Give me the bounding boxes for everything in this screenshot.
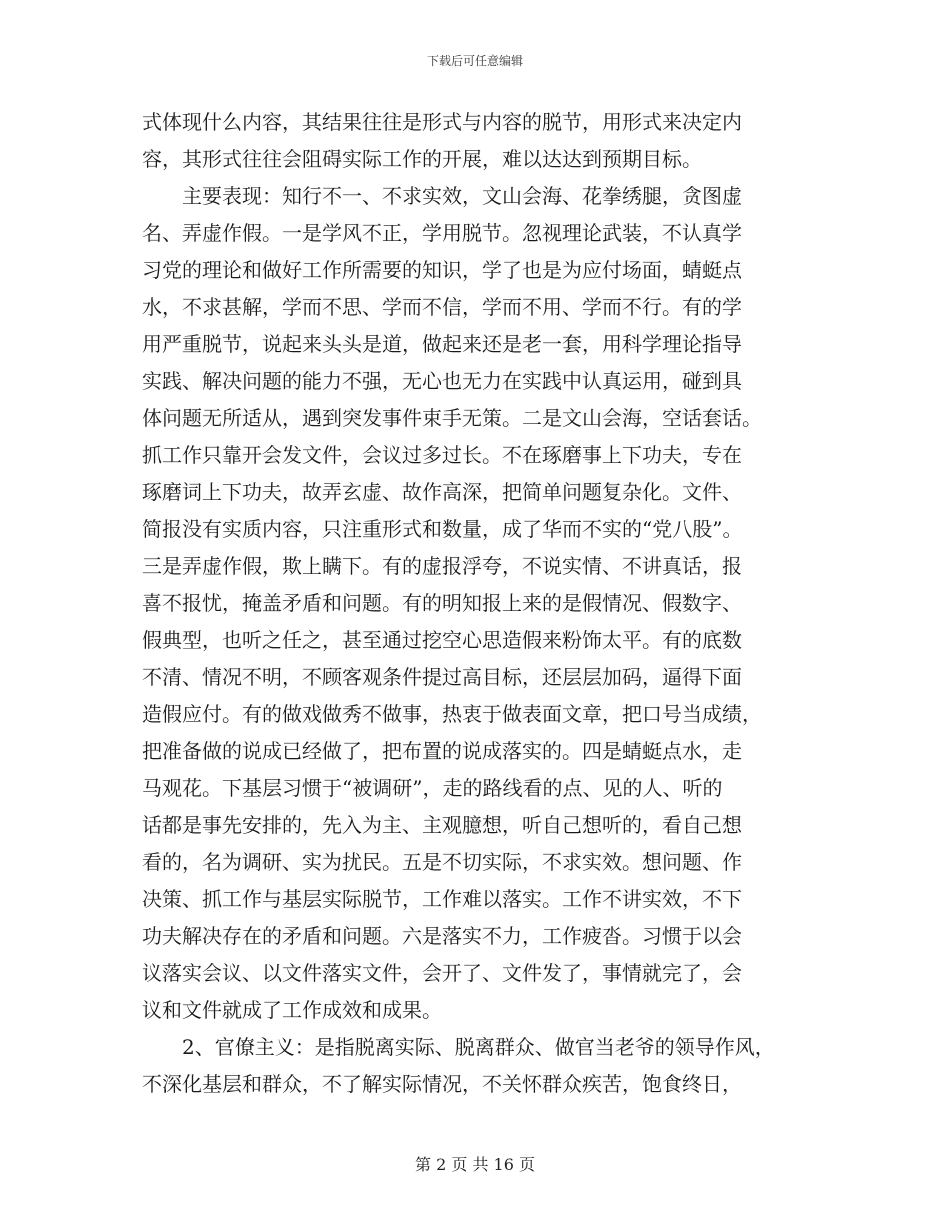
text-line: 造假应付。有的做戏做秀不做事，热衷于做表面文章，把口号当成绩， <box>142 702 762 726</box>
document-body <box>142 104 832 1103</box>
text-line: 看的，名为调研、实为扰民。五是不切实际，不求实效。想问题、作 <box>142 850 742 874</box>
text-line: 体问题无所适从，遇到突发事件束手无策。二是文山会海，空话套话。 <box>142 406 762 430</box>
page-header: 下载后可任意编辑 <box>426 54 523 68</box>
text-line: 名、弄虚作假。一是学风不正，学用脱节。忽视理论武装，不认真学 <box>142 221 742 245</box>
text-line: 假典型，也听之任之，甚至通过挖空心思造假来粉饰太平。有的底数 <box>142 628 742 652</box>
text-line: 话都是事先安排的，先入为主、主观臆想，听自己想听的，看自己想 <box>142 813 742 837</box>
text-line: 琢磨词上下功夫，故弄玄虚、故作高深，把简单问题复杂化。文件、 <box>142 480 742 504</box>
text-line: 式体现什么内容，其结果往往是形式与内容的脱节，用形式来决定内 <box>142 110 742 134</box>
text-line: 喜不报忧，掩盖矛盾和问题。有的明知报上来的是假情况、假数字、 <box>142 591 742 615</box>
text-line: 功夫解决存在的矛盾和问题。六是落实不力，工作疲沓。习惯于以会 <box>142 924 742 948</box>
text-line: 习党的理论和做好工作所需要的知识，学了也是为应付场面，蜻蜓点 <box>142 258 742 282</box>
text-line: 议和文件就成了工作成效和成果。 <box>142 998 442 1022</box>
text-line: 用严重脱节，说起来头头是道，做起来还是老一套，用科学理论指导 <box>142 332 742 356</box>
text-line: 三是弄虚作假，欺上瞒下。有的虚报浮夸，不说实情、不讲真话，报 <box>142 554 742 578</box>
text-line: 抓工作只靠开会发文件，会议过多过长。不在琢磨事上下功夫，专在 <box>142 443 742 467</box>
text-line: 实践、解决问题的能力不强，无心也无力在实践中认真运用，碰到具 <box>142 369 742 393</box>
text-line: 决策、抓工作与基层实际脱节，工作难以落实。工作不讲实效，不下 <box>142 887 742 911</box>
text-line: 水，不求甚解，学而不思、学而不信，学而不用、学而不行。有的学 <box>142 295 742 319</box>
text-line: 不深化基层和群众，不了解实际情况，不关怀群众疾苦，饱食终日， <box>142 1072 742 1096</box>
text-line: 不清、情况不明，不顾客观条件提过高目标，还层层加码，逼得下面 <box>142 665 742 689</box>
text-line: 主要表现：知行不一、不求实效，文山会海、花拳绣腿，贪图虚 <box>142 184 742 208</box>
text-line: 把准备做的说成已经做了，把布置的说成落实的。四是蜻蜓点水，走 <box>142 739 742 763</box>
text-line: 容，其形式往往会阻碍实际工作的开展，难以达达到预期目标。 <box>142 147 702 171</box>
text-line: 马观花。下基层习惯于“被调研”，走的路线看的点、见的人、听的 <box>142 776 723 800</box>
text-line: 议落实会议、以文件落实文件，会开了、文件发了，事情就完了，会 <box>142 961 742 985</box>
text-line: 2、官僚主义：是指脱离实际、脱离群众、做官当老爷的领导作风， <box>142 1035 775 1059</box>
text-line: 简报没有实质内容，只注重形式和数量，成了华而不实的“党八股”。 <box>142 517 743 541</box>
page-footer: 第 2 页 共 16 页 <box>415 1155 535 1174</box>
